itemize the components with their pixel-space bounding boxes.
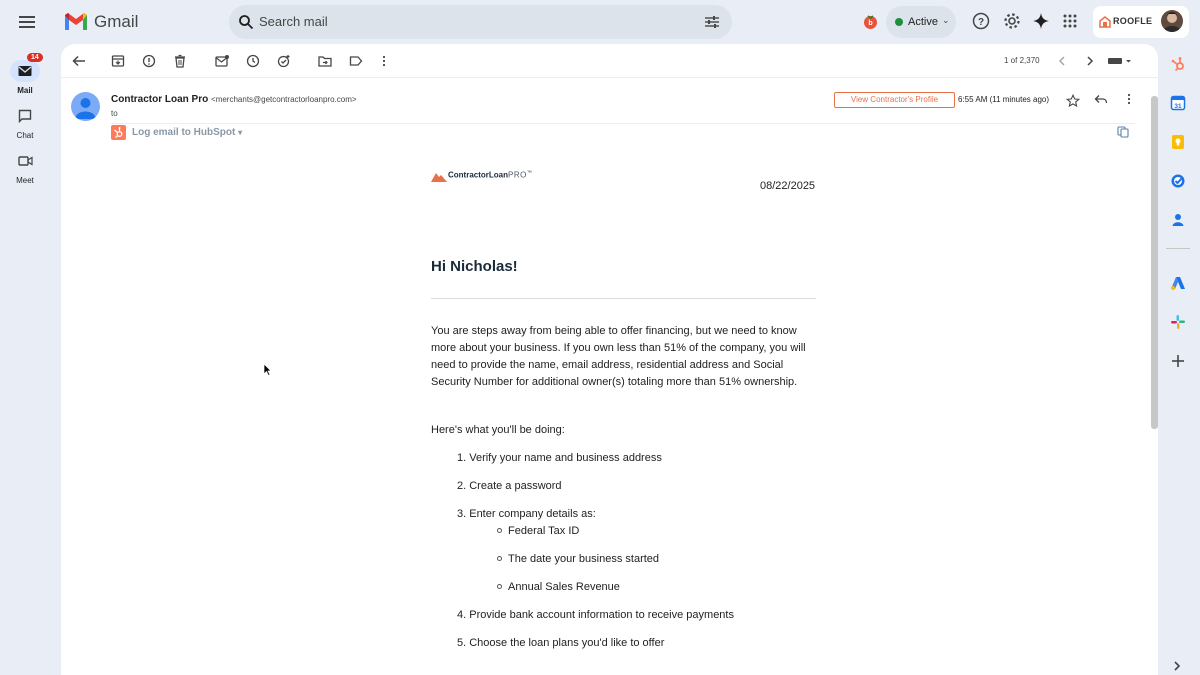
tomato-extension-icon[interactable] bbox=[862, 13, 879, 30]
email-intro-paragraph: You are steps away from being able to offer financing, but we need to know more about your business. If you own less than 51% of the company, you will need to provide the name, email address, residential address and Social Security Number for additional owner(s) totaling more than 51% ownership. bbox=[431, 325, 806, 388]
step-item: 1. Verify your name and business address bbox=[457, 452, 662, 464]
mail-icon-wrap bbox=[10, 54, 40, 82]
rail-mail-label: Mail bbox=[17, 86, 33, 95]
org-label: ROOFLE bbox=[1113, 16, 1153, 26]
sender-avatar[interactable] bbox=[71, 92, 100, 121]
rail-mail[interactable] bbox=[0, 54, 50, 95]
star-icon[interactable] bbox=[1066, 94, 1080, 108]
help-icon[interactable] bbox=[972, 12, 990, 30]
back-arrow-icon[interactable] bbox=[72, 54, 86, 68]
message-panel bbox=[61, 44, 1158, 675]
roof-logo-icon bbox=[431, 172, 447, 182]
sender-name[interactable]: Contractor Loan Pro bbox=[111, 94, 209, 105]
substep-text: Annual Sales Revenue bbox=[508, 581, 620, 593]
substep-text: Federal Tax ID bbox=[508, 525, 580, 537]
label-tag-icon[interactable] bbox=[349, 54, 363, 68]
slack-icon[interactable] bbox=[1170, 314, 1186, 330]
search-options-icon[interactable] bbox=[704, 14, 720, 30]
logo-tm: ™ bbox=[526, 170, 532, 176]
message-scrollbar[interactable] bbox=[1151, 96, 1158, 429]
right-rail-divider bbox=[1166, 248, 1190, 249]
status-label: Active bbox=[908, 16, 938, 28]
log-to-hubspot-dropdown[interactable] bbox=[132, 127, 242, 138]
search-bar[interactable] bbox=[229, 5, 732, 39]
hollow-bullet-icon bbox=[497, 556, 502, 561]
search-input[interactable]: Search mail bbox=[259, 14, 328, 29]
substep-text: The date your business started bbox=[508, 553, 660, 565]
more-options-icon[interactable] bbox=[377, 54, 391, 68]
chevron-down-icon: ⌄ bbox=[942, 15, 950, 25]
message-timestamp: 6:55 AM (11 minutes ago) bbox=[958, 95, 1050, 104]
email-greeting: Hi Nicholas! bbox=[431, 258, 518, 275]
chevron-down-icon: ▾ bbox=[238, 128, 243, 137]
video-camera-icon bbox=[18, 155, 33, 167]
svg-text:31: 31 bbox=[1174, 103, 1182, 110]
step-item: 4. Provide bank account information to receive payments bbox=[457, 609, 734, 621]
snooze-clock-icon[interactable] bbox=[246, 54, 260, 68]
gmail-logo-icon[interactable] bbox=[64, 12, 88, 31]
hubspot-copy-icon[interactable] bbox=[1117, 126, 1129, 138]
hollow-bullet-icon bbox=[497, 528, 502, 533]
hubspot-sprocket-icon[interactable] bbox=[111, 125, 126, 140]
add-addon-plus-icon[interactable] bbox=[1170, 353, 1186, 369]
expand-panel-chevron-icon[interactable] bbox=[1170, 659, 1184, 673]
rail-meet[interactable] bbox=[0, 150, 50, 185]
tasks-icon[interactable] bbox=[1170, 173, 1186, 189]
svg-text:?: ? bbox=[977, 17, 985, 28]
meet-icon-wrap bbox=[10, 150, 40, 172]
search-icon[interactable] bbox=[238, 14, 254, 30]
contacts-icon[interactable] bbox=[1170, 212, 1186, 228]
step-item: 5. Choose the loan plans you'd like to offer bbox=[457, 637, 665, 649]
sender-line bbox=[111, 94, 357, 105]
steps-heading: Here's what you'll be doing: bbox=[431, 424, 565, 436]
active-status-dot bbox=[895, 18, 903, 26]
hubspot-label: Log email to HubSpot bbox=[132, 127, 236, 138]
unread-count-badge: 14 bbox=[27, 53, 43, 62]
sender-email: <merchants@getcontractorloanpro.com> bbox=[211, 95, 357, 104]
delete-trash-icon[interactable] bbox=[173, 54, 187, 68]
recipient-dropdown[interactable]: to bbox=[111, 109, 118, 118]
step-item: 3. Enter company details as: bbox=[457, 508, 596, 520]
gemini-sparkle-icon[interactable] bbox=[1032, 12, 1050, 30]
archive-icon[interactable] bbox=[111, 54, 125, 68]
report-spam-icon[interactable] bbox=[142, 54, 156, 68]
hubspot-divider bbox=[111, 123, 1135, 124]
message-more-icon[interactable] bbox=[1122, 92, 1136, 106]
svg-text:b: b bbox=[868, 20, 873, 27]
reply-icon[interactable] bbox=[1094, 92, 1108, 106]
keep-notes-icon[interactable] bbox=[1170, 134, 1186, 150]
email-date: 08/22/2025 bbox=[760, 180, 816, 192]
calendar-icon[interactable] bbox=[1170, 95, 1186, 111]
chat-icon bbox=[18, 109, 32, 123]
rail-meet-label: Meet bbox=[16, 176, 34, 185]
body-divider bbox=[431, 298, 816, 299]
status-selector[interactable] bbox=[886, 6, 956, 38]
settings-gear-icon[interactable] bbox=[1003, 12, 1021, 30]
logo-wordmark bbox=[448, 170, 532, 180]
view-contractor-profile-button[interactable]: View Contractor's Profile bbox=[834, 92, 955, 108]
rail-chat[interactable] bbox=[0, 105, 50, 140]
app-name[interactable]: Gmail bbox=[94, 12, 139, 31]
pagination-count: 1 of 2,370 bbox=[1004, 56, 1040, 65]
substep-item bbox=[497, 581, 620, 593]
step-item: 2. Create a password bbox=[457, 480, 562, 492]
roofle-logo-icon bbox=[1099, 16, 1111, 28]
mark-unread-icon[interactable] bbox=[215, 54, 229, 68]
main-menu-icon[interactable] bbox=[17, 12, 37, 32]
account-switcher[interactable] bbox=[1093, 6, 1189, 38]
substep-item bbox=[497, 525, 579, 537]
newer-chevron-left-icon[interactable] bbox=[1055, 54, 1069, 68]
message-toolbar bbox=[61, 44, 1158, 78]
google-ads-icon[interactable] bbox=[1170, 275, 1186, 291]
logo-main: ContractorLoan bbox=[448, 170, 508, 180]
chat-icon-wrap bbox=[10, 105, 40, 127]
logo-pro: PRO bbox=[508, 170, 527, 180]
mouse-cursor-icon bbox=[263, 363, 272, 376]
mail-icon bbox=[18, 65, 32, 77]
apps-grid-icon[interactable] bbox=[1061, 12, 1079, 30]
top-bar bbox=[0, 0, 1200, 44]
input-tools-keyboard-icon[interactable] bbox=[1107, 54, 1133, 68]
add-to-tasks-icon[interactable] bbox=[277, 54, 291, 68]
account-avatar[interactable] bbox=[1161, 10, 1183, 32]
older-chevron-right-icon[interactable] bbox=[1083, 54, 1097, 68]
substep-item bbox=[497, 553, 659, 565]
move-to-folder-icon[interactable] bbox=[318, 54, 332, 68]
rail-chat-label: Chat bbox=[16, 131, 34, 140]
hubspot-addon-icon[interactable] bbox=[1170, 56, 1186, 72]
contractor-loan-pro-logo bbox=[431, 169, 532, 181]
hollow-bullet-icon bbox=[497, 584, 502, 589]
